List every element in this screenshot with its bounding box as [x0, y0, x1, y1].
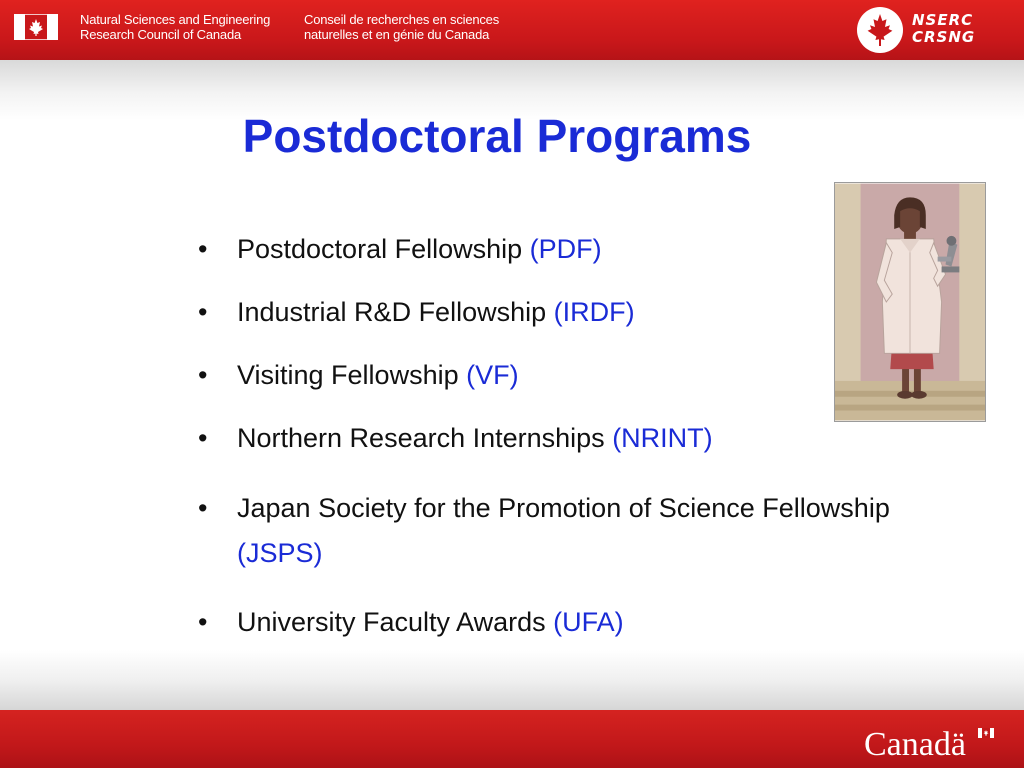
- program-name: Postdoctoral Fellowship: [237, 234, 530, 264]
- slide-title: Postdoctoral Programs: [242, 110, 752, 162]
- list-item: [196, 358, 916, 392]
- program-name: Visiting Fellowship: [237, 360, 467, 390]
- org-name-french-line1: Conseil de recherches en sciences: [304, 12, 500, 27]
- list-item: [196, 421, 916, 455]
- maple-leaf-icon: [856, 6, 904, 54]
- program-abbreviation: (NRINT): [612, 423, 713, 453]
- canada-flag-icon: [14, 14, 58, 40]
- program-name: Industrial R&D Fellowship: [237, 297, 554, 327]
- org-name-french: [304, 12, 499, 42]
- program-abbreviation: (IRDF): [553, 297, 635, 327]
- footer-shadow: [0, 650, 1024, 710]
- org-name-english: [80, 12, 270, 42]
- list-item: [196, 295, 916, 329]
- logo-line-nserc: NSERC: [912, 11, 974, 29]
- scientist-with-microscope-illustration: [834, 182, 986, 422]
- org-name-english-line2: Research Council of Canada: [80, 27, 242, 42]
- org-name-english-line1: Natural Sciences and Engineering: [80, 12, 271, 27]
- program-name: Japan Society for the Promotion of Science Fellowship: [237, 493, 890, 523]
- nserc-logo-text: [912, 12, 975, 46]
- program-abbreviation: (VF): [466, 360, 519, 390]
- program-list: [196, 232, 916, 639]
- program-name: Northern Research Internships: [237, 423, 613, 453]
- org-name-french-line2: naturelles et en génie du Canada: [304, 27, 490, 42]
- list-item: [196, 486, 916, 576]
- program-abbreviation: (UFA): [553, 607, 624, 637]
- logo-line-crsng: CRSNG: [912, 28, 976, 46]
- program-abbreviation: (JSPS): [237, 538, 323, 568]
- program-name: University Faculty Awards: [237, 607, 554, 637]
- list-item: [196, 232, 916, 266]
- canada-wordmark: Canadä: [864, 726, 966, 763]
- list-item: [196, 605, 916, 639]
- canada-wordmark-flag-icon: [978, 728, 994, 738]
- program-abbreviation: (PDF): [529, 234, 602, 264]
